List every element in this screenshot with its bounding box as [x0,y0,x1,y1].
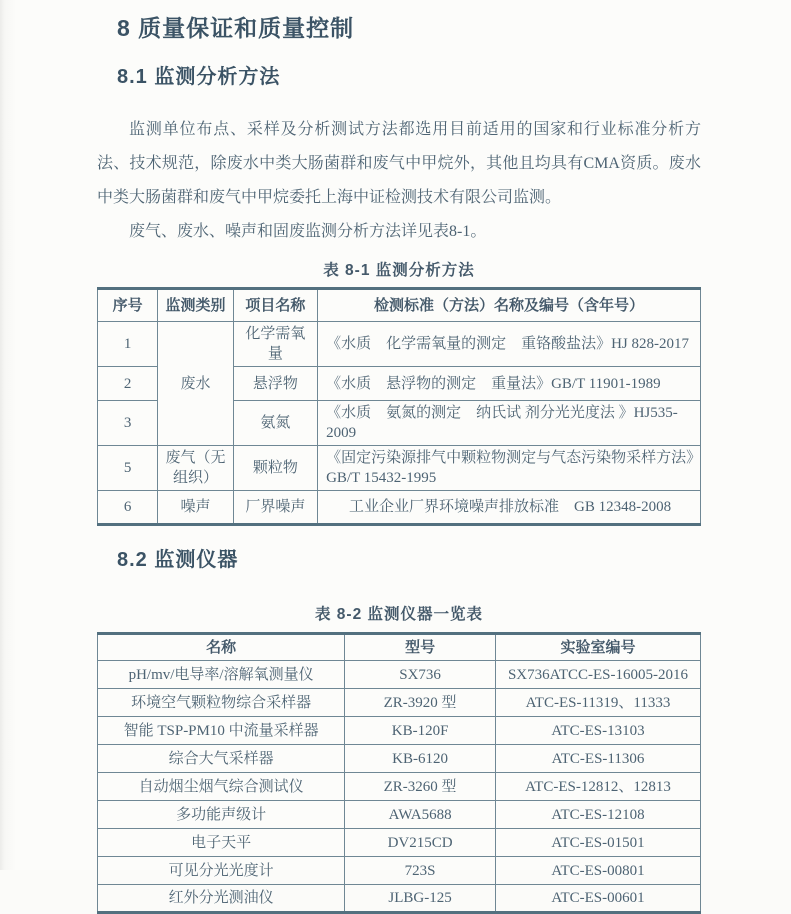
table-row [98,322,701,367]
category-cell: 废气（无组织） [158,446,233,491]
row-number-cell: 5 [98,446,158,491]
table-8-2-caption: 表 8-2 监测仪器一览表 [314,606,484,623]
standard-cell: 《水质 化学需氧量的测定 重铬酸盐法》HJ 828-2017 [318,322,701,367]
model-cell: AWA5688 [345,801,496,829]
standard-cell: 工业企业厂界环境噪声排放标准 GB 12348-2008 [318,491,701,525]
item-cell: 氨氮 [233,401,317,446]
table-row [98,829,701,857]
instrument-name-cell: 综合大气采样器 [98,745,345,773]
lab-number-cell: ATC-ES-12812、12813 [495,773,700,801]
lab-number-cell: ATC-ES-11319、11333 [495,689,700,717]
model-cell: SX736 [345,661,496,689]
section-8-1-paragraph-1: 监测单位布点、采样及分析测试方法都选用目前适用的国家和行业标准分析方法、技术规范，除废水中类大肠菌群和废气中甲烷外，其他且均具有CMA资质。废水中类大肠菌群和废气中甲烷委托上海中证检测技术有限公司监测。 [97,121,701,206]
category-cell: 废水 [158,322,233,446]
table-row [98,745,701,773]
analysis-methods-table [97,287,701,526]
standard-cell: 《固定污染源排气中颗粒物测定与气态污染物采样方法》GB/T 15432-1995 [318,446,701,491]
chapter-heading: 8 质量保证和质量控制 [117,15,355,41]
model-cell: KB-120F [345,717,496,745]
table-row [98,717,701,745]
table-row [98,801,701,829]
lab-number-cell: ATC-ES-00801 [495,857,700,885]
standard-cell: 《水质 悬浮物的测定 重量法》GB/T 11901-1989 [318,367,701,401]
item-cell: 厂界噪声 [233,491,317,525]
lab-number-cell: ATC-ES-00601 [495,885,700,913]
column-header-category: 监测类别 [158,289,233,322]
row-number-cell: 2 [98,367,158,401]
lab-number-cell: ATC-ES-12108 [495,801,700,829]
item-cell: 颗粒物 [233,446,317,491]
table-row [98,661,701,689]
instrument-name-cell: 可见分光光度计 [98,857,345,885]
column-header-no: 序号 [98,289,158,322]
row-number-cell: 1 [98,322,158,367]
table-row [98,491,701,525]
table-header-row [98,634,701,661]
model-cell: 723S [345,857,496,885]
lab-number-cell: ATC-ES-01501 [495,829,700,857]
section-8-2-heading: 8.2 监测仪器 [117,549,239,571]
instrument-name-cell: 环境空气颗粒物综合采样器 [98,689,345,717]
table-row [98,885,701,913]
standard-cell: 《水质 氨氮的测定 纳氏试 剂分光光度法 》HJ535-2009 [318,401,701,446]
table-header-row [98,289,701,322]
instrument-name-cell: 电子天平 [98,829,345,857]
item-cell: 化学需氧量 [233,322,317,367]
table-row [98,857,701,885]
instruments-table [97,632,701,914]
model-cell: ZR-3260 型 [345,773,496,801]
table-8-1-caption: 表 8-1 监测分析方法 [323,262,475,279]
instrument-name-cell: 智能 TSP-PM10 中流量采样器 [98,717,345,745]
instrument-name-cell: 多功能声级计 [98,801,345,829]
lab-number-cell: ATC-ES-11306 [495,745,700,773]
column-header-standard: 检测标准（方法）名称及编号（含年号） [318,289,701,322]
model-cell: ZR-3920 型 [345,689,496,717]
column-header-lab-number: 实验室编号 [495,634,700,661]
column-header-name: 名称 [98,634,345,661]
column-header-model: 型号 [345,634,496,661]
model-cell: DV215CD [345,829,496,857]
section-8-1-heading: 8.1 监测分析方法 [117,66,281,88]
row-number-cell: 6 [98,491,158,525]
column-header-item: 项目名称 [233,289,317,322]
model-cell: KB-6120 [345,745,496,773]
section-8-1-paragraph-2: 废气、废水、噪声和固废监测分析方法详见表8-1。 [129,223,487,240]
lab-number-cell: ATC-ES-13103 [495,717,700,745]
table-row [98,773,701,801]
item-cell: 悬浮物 [233,367,317,401]
lab-number-cell: SX736ATCC-ES-16005-2016 [495,661,700,689]
category-cell: 噪声 [158,491,233,525]
instrument-name-cell: 红外分光测油仪 [98,885,345,913]
model-cell: JLBG-125 [345,885,496,913]
table-row [98,446,701,491]
row-number-cell: 3 [98,401,158,446]
instrument-name-cell: pH/mv/电导率/溶解氧测量仪 [98,661,345,689]
instrument-name-cell: 自动烟尘烟气综合测试仪 [98,773,345,801]
table-row [98,689,701,717]
